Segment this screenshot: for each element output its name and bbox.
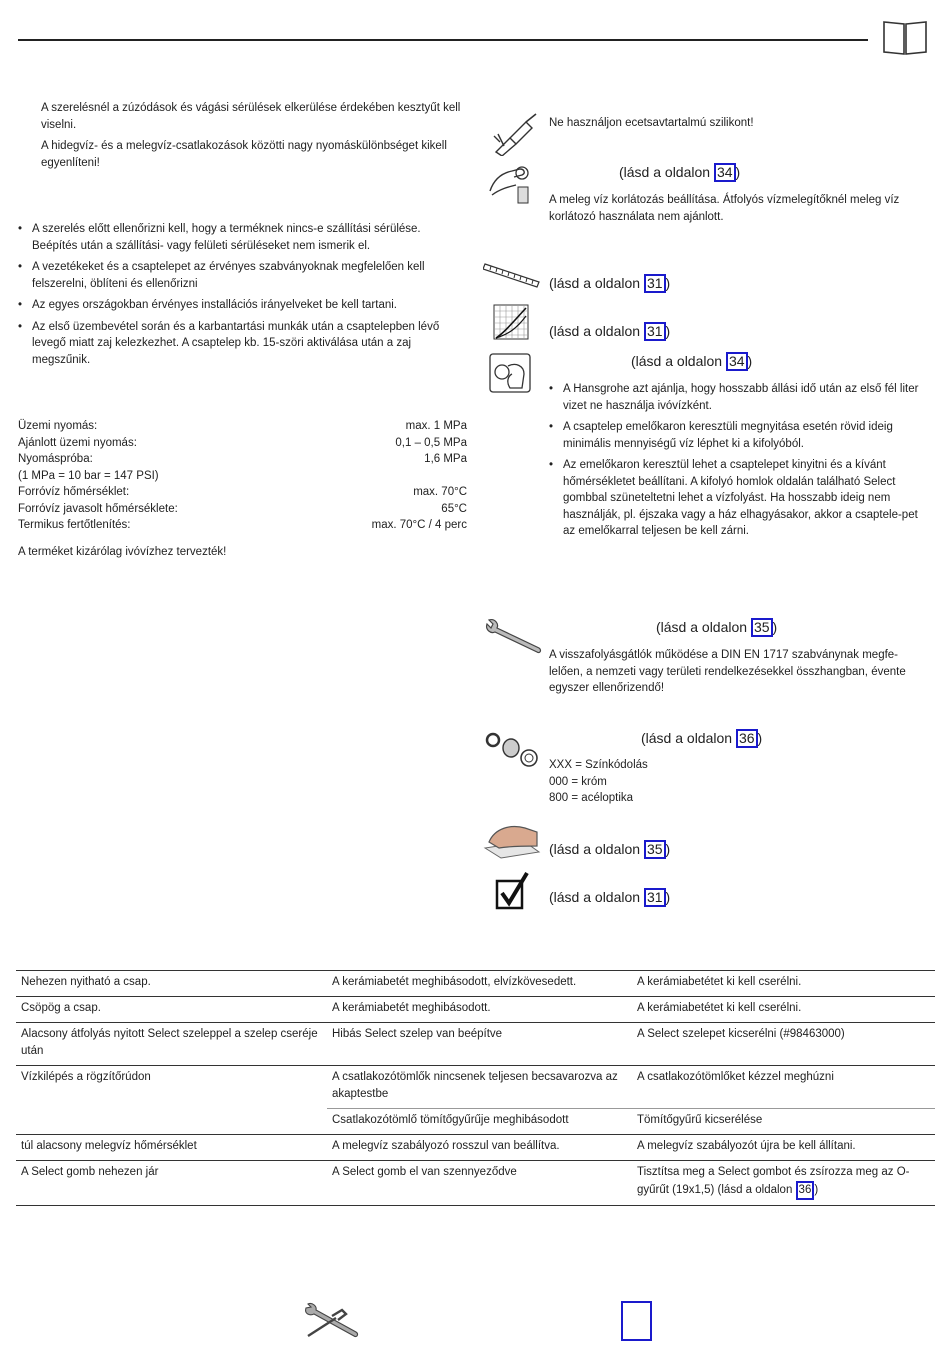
maintenance-text: A visszafolyásgátlók működése a DIN EN 1717 szabványnak megfe-lelően, a nemzeti vagy területi rendelkezésekkel összhangban, évente egyszer ellenőrizendő! xyxy=(549,649,906,694)
maintenance-ref xyxy=(656,618,777,637)
flow-diagram-icon xyxy=(493,304,529,340)
test-ref xyxy=(549,888,670,907)
spec-row xyxy=(18,418,467,435)
close-paren: ) xyxy=(665,323,671,339)
page-link[interactable]: 31 xyxy=(644,888,666,907)
color-code-line: 000 = króm xyxy=(549,775,607,788)
see-page-text: (lásd a oldalon xyxy=(549,323,644,339)
cause-cell: A Select gomb el van szennyeződve xyxy=(327,1161,632,1206)
close-paren: ) xyxy=(665,841,671,857)
problem-cell: Vízkilépés a rögzítőrúdon xyxy=(16,1066,327,1109)
spec-label: Nyomáspróba: xyxy=(18,453,93,465)
table-row xyxy=(16,997,935,1023)
spec-value: 0,1 – 0,5 MPa xyxy=(395,436,467,449)
safety-note: A szerelésnél a zúzódások és vágási sérülések elkerülése érdekében kesztyűt kell viselni. xyxy=(41,102,461,131)
table-row xyxy=(16,1066,935,1109)
problem-cell: Csöpög a csap. xyxy=(16,997,327,1023)
silicone-warning: Ne használjon ecetsavtartalmú szilikont! xyxy=(549,117,754,129)
problem-cell xyxy=(16,1109,327,1135)
spec-row xyxy=(18,435,467,452)
remedy-cell: A kerámiabetétet ki kell cserélni. xyxy=(632,997,935,1023)
spec-label: (1 MPa = 10 bar = 147 PSI) xyxy=(18,469,159,482)
spec-row xyxy=(18,468,467,485)
remedy-cell: A kerámiabetétet ki kell cserélni. xyxy=(632,971,935,997)
dimensions-ref xyxy=(549,274,670,293)
color-codes xyxy=(549,757,749,807)
hand-lever-icon xyxy=(488,352,534,394)
see-page-text: (lásd a oldalon xyxy=(549,275,644,291)
table-row xyxy=(16,971,935,997)
page-link[interactable]: 34 xyxy=(714,163,736,182)
remedy-cell: Tömítőgyűrű kicserélése xyxy=(632,1109,935,1135)
color-code-line: XXX = Színkódolás xyxy=(549,759,648,771)
flow-diagram-ref xyxy=(549,322,670,341)
cause-cell: A kerámiabetét meghibásodott, elvízkövesedett. xyxy=(327,971,632,997)
troubleshooting-table xyxy=(16,970,935,1206)
spec-value: max. 1 MPa xyxy=(405,420,467,432)
spec-row xyxy=(18,484,467,501)
remedy-cell: A melegvíz szabályozót újra be kell állítani. xyxy=(632,1135,935,1161)
operation-notes xyxy=(549,381,924,545)
see-page-text: (lásd a oldalon xyxy=(656,619,751,635)
spec-row xyxy=(18,517,467,534)
cause-cell: A melegvíz szabályozó rosszul van beállítva. xyxy=(327,1135,632,1161)
remedy-cell: A csatlakozótömlőket kézzel meghúzni xyxy=(632,1066,935,1109)
table-row xyxy=(16,1161,935,1206)
drinking-water-note: A terméket kizárólag ivóvízhez tervezték! xyxy=(18,545,227,558)
problem-cell: A Select gomb nehezen jár xyxy=(16,1161,327,1206)
list-item: • A vezetékeket és a csaptelepet az érvényes szabványoknak megfelelően kell felszerelni, öblíteni és ellenőrizni xyxy=(18,259,458,292)
see-page-text: (lásd a oldalon xyxy=(549,841,644,857)
silicone-gun-icon xyxy=(490,112,542,156)
spec-value: max. 70°C / 4 perc xyxy=(371,519,467,531)
spec-label: Forróvíz hőmérséklet: xyxy=(18,486,130,498)
empty-box xyxy=(621,1301,652,1341)
color-code-line: 800 = acéloptika xyxy=(549,792,634,804)
hot-limit-ref xyxy=(619,163,740,182)
table-row xyxy=(16,1135,935,1161)
cause-cell: A kerámiabetét meghibásodott. xyxy=(327,997,632,1023)
remedy-cell xyxy=(632,1161,935,1206)
table-row xyxy=(16,1109,935,1135)
hot-limit-text: A meleg víz korlátozás beállítása. Átfolyós vízmelegítőknél meleg víz korlátozó használata nem ajánlott. xyxy=(549,194,900,223)
remedy-cell: A Select szelepet kicserélni (#98463000) xyxy=(632,1023,935,1066)
problem-cell: túl alacsony melegvíz hőmérséklet xyxy=(16,1135,327,1161)
page-link[interactable]: 31 xyxy=(644,322,666,341)
spec-value: max. 70°C xyxy=(413,486,467,498)
spec-row xyxy=(18,501,467,518)
safety-note: A hidegvíz- és a melegvíz-csatlakozások közötti nagy nyomáskülönbséget kikell egyenlíteni! xyxy=(41,140,447,169)
close-paren: ) xyxy=(814,1184,819,1196)
hand-turning-icon xyxy=(488,163,536,205)
spec-label: Forróvíz javasolt hőmérséklete: xyxy=(18,502,178,515)
remedy-text: Tisztítsa meg a Select gombot és zsírozza meg az O-gyűrűt (19x1,5) (lásd a oldalon xyxy=(637,1166,910,1196)
cause-cell: Hibás Select szelep van beépítve xyxy=(327,1023,632,1066)
close-paren: ) xyxy=(665,889,671,905)
ruler-icon xyxy=(483,258,541,288)
spec-value: 1,6 MPa xyxy=(424,453,467,465)
see-page-text: (lásd a oldalon xyxy=(641,730,736,746)
operation-ref xyxy=(631,352,752,371)
problem-cell: Nehezen nyitható a csap. xyxy=(16,971,327,997)
list-item: • Az emelőkaron keresztül lehet a csaptelepet kinyitni és a kívánt hőmérsékletet beállítani. A kifolyó homlok oldalán található Select gombbal szüneteltetni lehet a vízfolyást. Ha hosszabb ideig nem használják, pl. éjszaka vagy a ház elhagyásakor, akkor a csaptele-pet az emelőkarral teljesen be kell zárni. xyxy=(549,457,924,540)
page-link[interactable]: 36 xyxy=(736,729,758,748)
cause-cell: Csatlakozótömlő tömítőgyűrűje meghibásodott xyxy=(327,1109,632,1135)
list-item: • A szerelés előtt ellenőrizni kell, hogy a terméknek nincs-e szállítási sérülése. Beépítés után a szállítási- vagy felületi sérüléseket nem ismerik el. xyxy=(18,221,458,254)
list-item: • A csaptelep emelőkaron keresztüli megnyitása esetén rövid ideig minimális mennyiségű víz léphet ki a kifolyóból. xyxy=(549,419,924,452)
see-page-text: (lásd a oldalon xyxy=(631,353,726,369)
spec-label: Termikus fertőtlenítés: xyxy=(18,519,131,531)
spec-row xyxy=(18,451,467,468)
see-page-text: (lásd a oldalon xyxy=(619,164,714,180)
installation-notes xyxy=(18,221,458,373)
close-paren: ) xyxy=(772,619,778,635)
problem-cell: Alacsony átfolyás nyitott Select szeleppel a szelep cseréje után xyxy=(16,1023,327,1066)
spec-label: Ajánlott üzemi nyomás: xyxy=(18,436,137,449)
page-link[interactable]: 34 xyxy=(726,352,748,371)
tools-icon xyxy=(302,1302,360,1340)
page-link[interactable]: 35 xyxy=(751,618,773,637)
parts-icon xyxy=(483,728,543,770)
spec-value: 65°C xyxy=(441,502,467,515)
page-link[interactable]: 35 xyxy=(644,840,666,859)
page-link[interactable]: 36 xyxy=(796,1181,815,1200)
close-paren: ) xyxy=(747,353,753,369)
header-rule xyxy=(18,39,868,41)
close-paren: ) xyxy=(757,730,763,746)
checkbox-icon xyxy=(494,871,530,911)
cleaning-ref xyxy=(549,840,670,859)
book-icon xyxy=(881,18,929,58)
list-item: • Az egyes országokban érvényes installációs irányelveket be kell tartani. xyxy=(18,297,458,314)
close-paren: ) xyxy=(665,275,671,291)
page-link[interactable]: 31 xyxy=(644,274,666,293)
list-item: • A Hansgrohe azt ajánlja, hogy hosszabb állási idő után az első fél liter vizet ne használja ivóvízként. xyxy=(549,381,924,414)
list-item: • Az első üzembevétel során és a karbantartási munkák után a csaptelepben lévő levegő miatt zaj kelezkezhet. A csaptelep kb. 15-szöri aktiválása után a zaj megszűnik. xyxy=(18,319,458,369)
technical-data xyxy=(18,418,467,560)
cause-cell: A csatlakozótömlők nincsenek teljesen becsavarozva az akaptestbe xyxy=(327,1066,632,1109)
safety-notes xyxy=(41,100,469,171)
see-page-text: (lásd a oldalon xyxy=(549,889,644,905)
spare-parts-ref xyxy=(641,729,762,748)
wrench-icon xyxy=(483,618,543,658)
close-paren: ) xyxy=(735,164,741,180)
spec-label: Üzemi nyomás: xyxy=(18,420,98,432)
table-row xyxy=(16,1023,935,1066)
cleaning-hand-icon xyxy=(481,822,541,862)
